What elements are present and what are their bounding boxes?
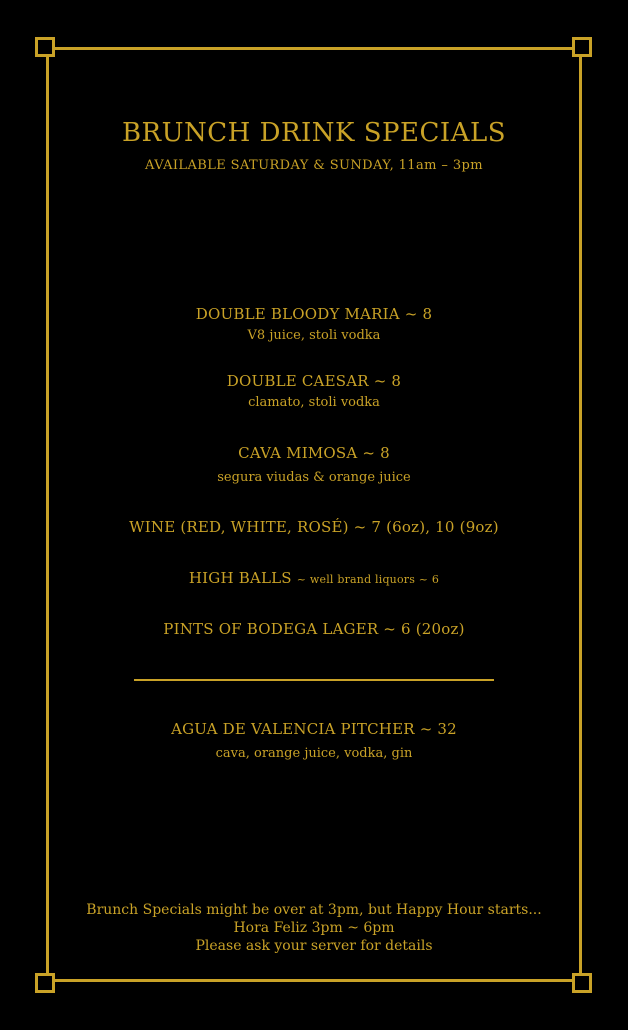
item-desc-double-bloody-maria: V8 juice, stoli vodka — [247, 328, 381, 343]
frame-left-border — [46, 47, 49, 982]
section-divider — [134, 679, 494, 681]
item-name-high-balls: HIGH BALLS — [188, 569, 292, 587]
menu-title: BRUNCH DRINK SPECIALS — [121, 118, 507, 148]
frame-right-border — [579, 47, 582, 982]
corner-square-bottom-right — [572, 973, 592, 993]
corner-square-top-right — [572, 37, 592, 57]
item-note-high-balls: ~ well brand liquors ~ 6 — [296, 573, 440, 586]
item-high-balls — [60, 569, 568, 587]
item-name-agua-de-valencia: AGUA DE VALENCIA PITCHER ~ 32 — [171, 720, 457, 738]
item-desc-cava-mimosa: segura viudas & orange juice — [217, 470, 411, 485]
footer-ask-server: Please ask your server for details — [195, 938, 433, 954]
item-name-bodega-lager: PINTS OF BODEGA LAGER ~ 6 (20oz) — [163, 620, 465, 638]
item-desc-agua-de-valencia: cava, orange juice, vodka, gin — [215, 746, 413, 761]
item-name-double-bloody-maria: DOUBLE BLOODY MARIA ~ 8 — [195, 305, 433, 323]
corner-square-top-left — [35, 37, 55, 57]
item-name-wine: WINE (RED, WHITE, ROSÉ) ~ 7 (6oz), 10 (9oz) — [129, 518, 499, 536]
item-name-double-caesar: DOUBLE CAESAR ~ 8 — [226, 372, 402, 390]
frame-bottom-border — [46, 979, 582, 982]
footer-hora-feliz: Hora Feliz 3pm ~ 6pm — [233, 920, 395, 936]
item-desc-double-caesar: clamato, stoli vodka — [248, 395, 380, 410]
item-name-cava-mimosa: CAVA MIMOSA ~ 8 — [238, 444, 390, 462]
menu-subtitle: AVAILABLE SATURDAY & SUNDAY, 11am – 3pm — [145, 158, 483, 173]
frame-top-border — [46, 47, 582, 50]
corner-square-bottom-left — [35, 973, 55, 993]
footer-happy-hour-intro: Brunch Specials might be over at 3pm, but Happy Hour starts... — [86, 902, 542, 918]
